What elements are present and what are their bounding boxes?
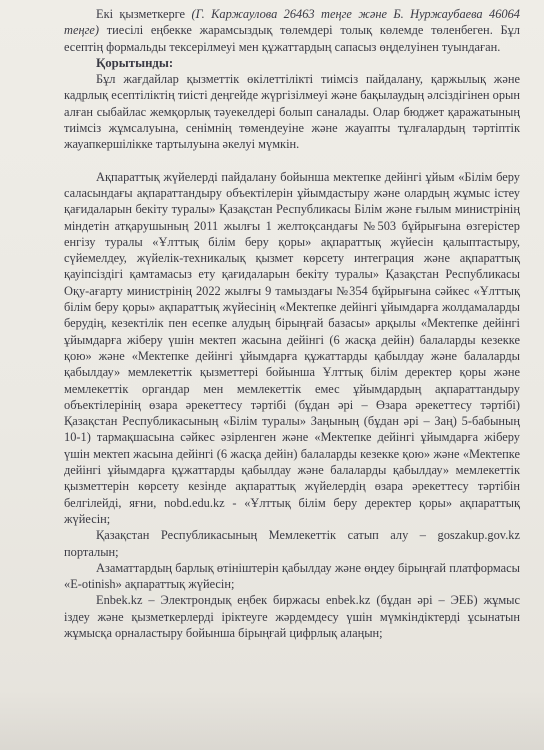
paragraph-e-otinish: Азаматтардың барлық өтініштерін қабылдау және өңдеу бірыңғай платформасы «E-otinish» ақпараттық жүйесін; — [64, 560, 520, 592]
spacer — [64, 153, 520, 169]
document-body — [64, 6, 520, 641]
paragraph-enbek: Enbek.kz – Электрондық еңбек биржасы enbek.kz (бұдан әрі – ЭЕБ) жұмыс іздеу және қызметкерлерді іріктеуге жәрдемдесу үшін мүмкіндіктерді ұсынатын жұмысқа орналастыру бойынша бірыңғай цифрлық алаңын; — [64, 593, 520, 640]
employee-amounts: (Г. Каржаулова 26463 теңге және Б. Нуржаубаева 46064 теңге) — [64, 7, 520, 38]
conclusion-heading: Қорытынды: — [96, 55, 174, 70]
paragraph-text: Екі қызметкерге — [96, 7, 192, 21]
paragraph-goszakup: Қазақстан Республикасының Мемлекеттік сатып алу – goszakup.gov.kz порталын; — [64, 528, 520, 559]
paragraph-conclusion: Бұл жағдайлар қызметтік өкілеттілікті тиімсіз пайдалану, қаржылық және кадрлық есептіліктің тиісті деңгейде жүргізілмеуі және бақылаудың әлсіздігінен орын алған сыбайлас жемқорлық тәуекелдері болып саналады. Олар бюджет қаражатының тиімсіз жұмсалуына, сенімнің төмендеуіне және жауапты тұлғалардың тәртіптік жауапкершілікке тартылуына әкелуі мүмкін. — [64, 72, 520, 152]
paragraph-information-systems: Ақпараттық жүйелерді пайдалану бойынша мектепке дейінгі ұйым «Білім беру саласындағы ақпараттандыру объектілерін ұйымдастыру және олардың жұмыс істеу қағидаларын бекіту туралы» Қазақстан Республикасы Білім және ғылым министрінің міндетін атқарушының 2011 жылғы 1 желтоқсандағы №503 бұйрығына өзгерістер енгізу туралы «Ұлттық білім беру қоры» ақпараттық жүйесін қалыптастыру, сүйемелдеу, жүйелік-техникалық қызмет көрсету интеграция және ақпараттық қауіпсіздігі қамтамасыз ету қағидаларын бекіту туралы» Қазақстан Республикасы Оқу-ағарту министрінің 2022 жылғы 9 тамыздағы №354 бұйрығына сәйкес «Ұлттық білім беру қоры» ақпараттық жүйесінің «Мектепке дейінгі ұйымдарға жолдамаларды берудің, кезектілік пен есепке алудың бірыңғай базасы» арқылы «Мектепке дейінгі ұйымдарға жіберу үшін мектеп жасына дейінгі (6 жасқа дейін) балаларды кезекке қою» және «Мектепке дейінгі ұйымдарға құжаттарды қабылдау және балаларды қабылдау» мемлекеттік қызметтері бойынша Ұлттық білім деректер қоры және мемлекеттік органдар мен мемлекеттік емес ұйымдардың ақпараттандыру объектілерінің өзара әрекеттесу тәртібі (бұдан әрі – Өзара әрекеттесу тәртібі) Қазақстан Республикасының «Білім туралы» Заңының (бұдан әрі – Заң) 5-бабының 10-1) тармақшасына сәйкес әзірленген және «Мектепке дейінгі ұйымдарға жіберу үшін мектеп жасына дейінгі (6 жасқа дейін) балаларды кезекке қою» және «Мектепке дейінгі ұйымдарға құжаттарды қабылдау және балаларды қабылдау» мемлекеттік қызметтерін көрсету кезінде ақпараттық жүйелердің өзара әрекеттесу тәртібін белгілейді, яғни, nobd.edu.kz - «Ұлттық білім беру деректер қоры» ақпараттық жүйесін; — [64, 169, 520, 526]
paper-shadow — [0, 690, 544, 750]
paragraph-text: тиесілі еңбекке жарамсыздық төлемдері толық көлемде төленбеген. Бұл есептің формальды тексерілмеуі мен құжаттардың сапасыз өңделуінен туындаған. — [64, 23, 520, 54]
paragraph-sick-leave — [64, 6, 520, 55]
